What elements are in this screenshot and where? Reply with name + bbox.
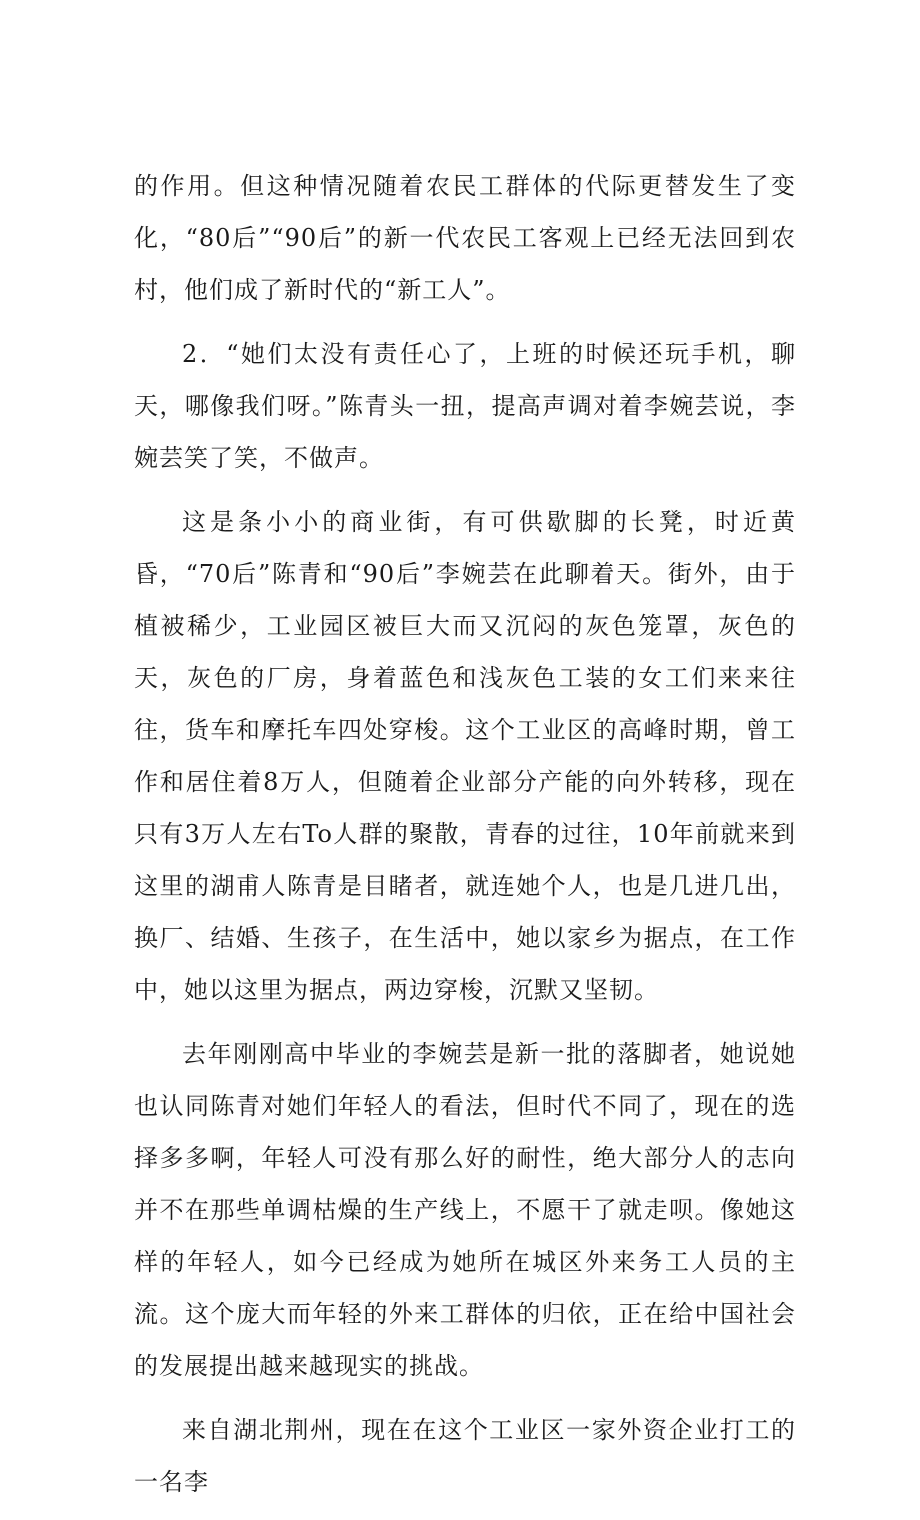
paragraph-2: 2．“她们太没有责任心了，上班的时候还玩手机，聊天，哪像我们呀。”陈青头一扭，提高声调对着李婉芸说，李婉芸笑了笑，不做声。 (134, 340, 796, 472)
paragraph-1: 的作用。但这种情况随着农民工群体的代际更替发生了变化，“80后”“90后”的新一代农民工客观上已经无法回到农村，他们成了新时代的“新工人”。 (134, 172, 796, 304)
article-body (134, 160, 796, 1520)
paragraph-4: 去年刚刚高中毕业的李婉芸是新一批的落脚者，她说她也认同陈青对她们年轻人的看法，但时代不同了，现在的选择多多啊，年轻人可没有那么好的耐性，绝大部分人的志向并不在那些单调枯燥的生产线上，不愿干了就走呗。像她这样的年轻人，如今已经成为她所在城区外来务工人员的主流。这个庞大而年轻的外来工群体的归依，正在给中国社会的发展提出越来越现实的挑战。 (134, 1040, 796, 1380)
paragraph-5: 来自湖北荆州，现在在这个工业区一家外资企业打工的一名李 (134, 1416, 796, 1496)
paragraph-3: 这是条小小的商业街，有可供歇脚的长凳，时近黄昏，“70后”陈青和“90后”李婉芸在此聊着天。街外，由于植被稀少，工业园区被巨大而又沉闷的灰色笼罩，灰色的天，灰色的厂房，身着蓝色和浅灰色工装的女工们来来往往，货车和摩托车四处穿梭。这个工业区的高峰时期，曾工作和居住着8万人，但随着企业部分产能的向外转移，现在只有3万人左右To人群的聚散，青春的过往，10年前就来到这里的湖甫人陈青是目睹者，就连她个人，也是几进几出，换厂、结婚、生孩子，在生活中，她以家乡为据点，在工作中，她以这里为据点，两边穿梭，沉默又坚韧。 (134, 508, 796, 1004)
